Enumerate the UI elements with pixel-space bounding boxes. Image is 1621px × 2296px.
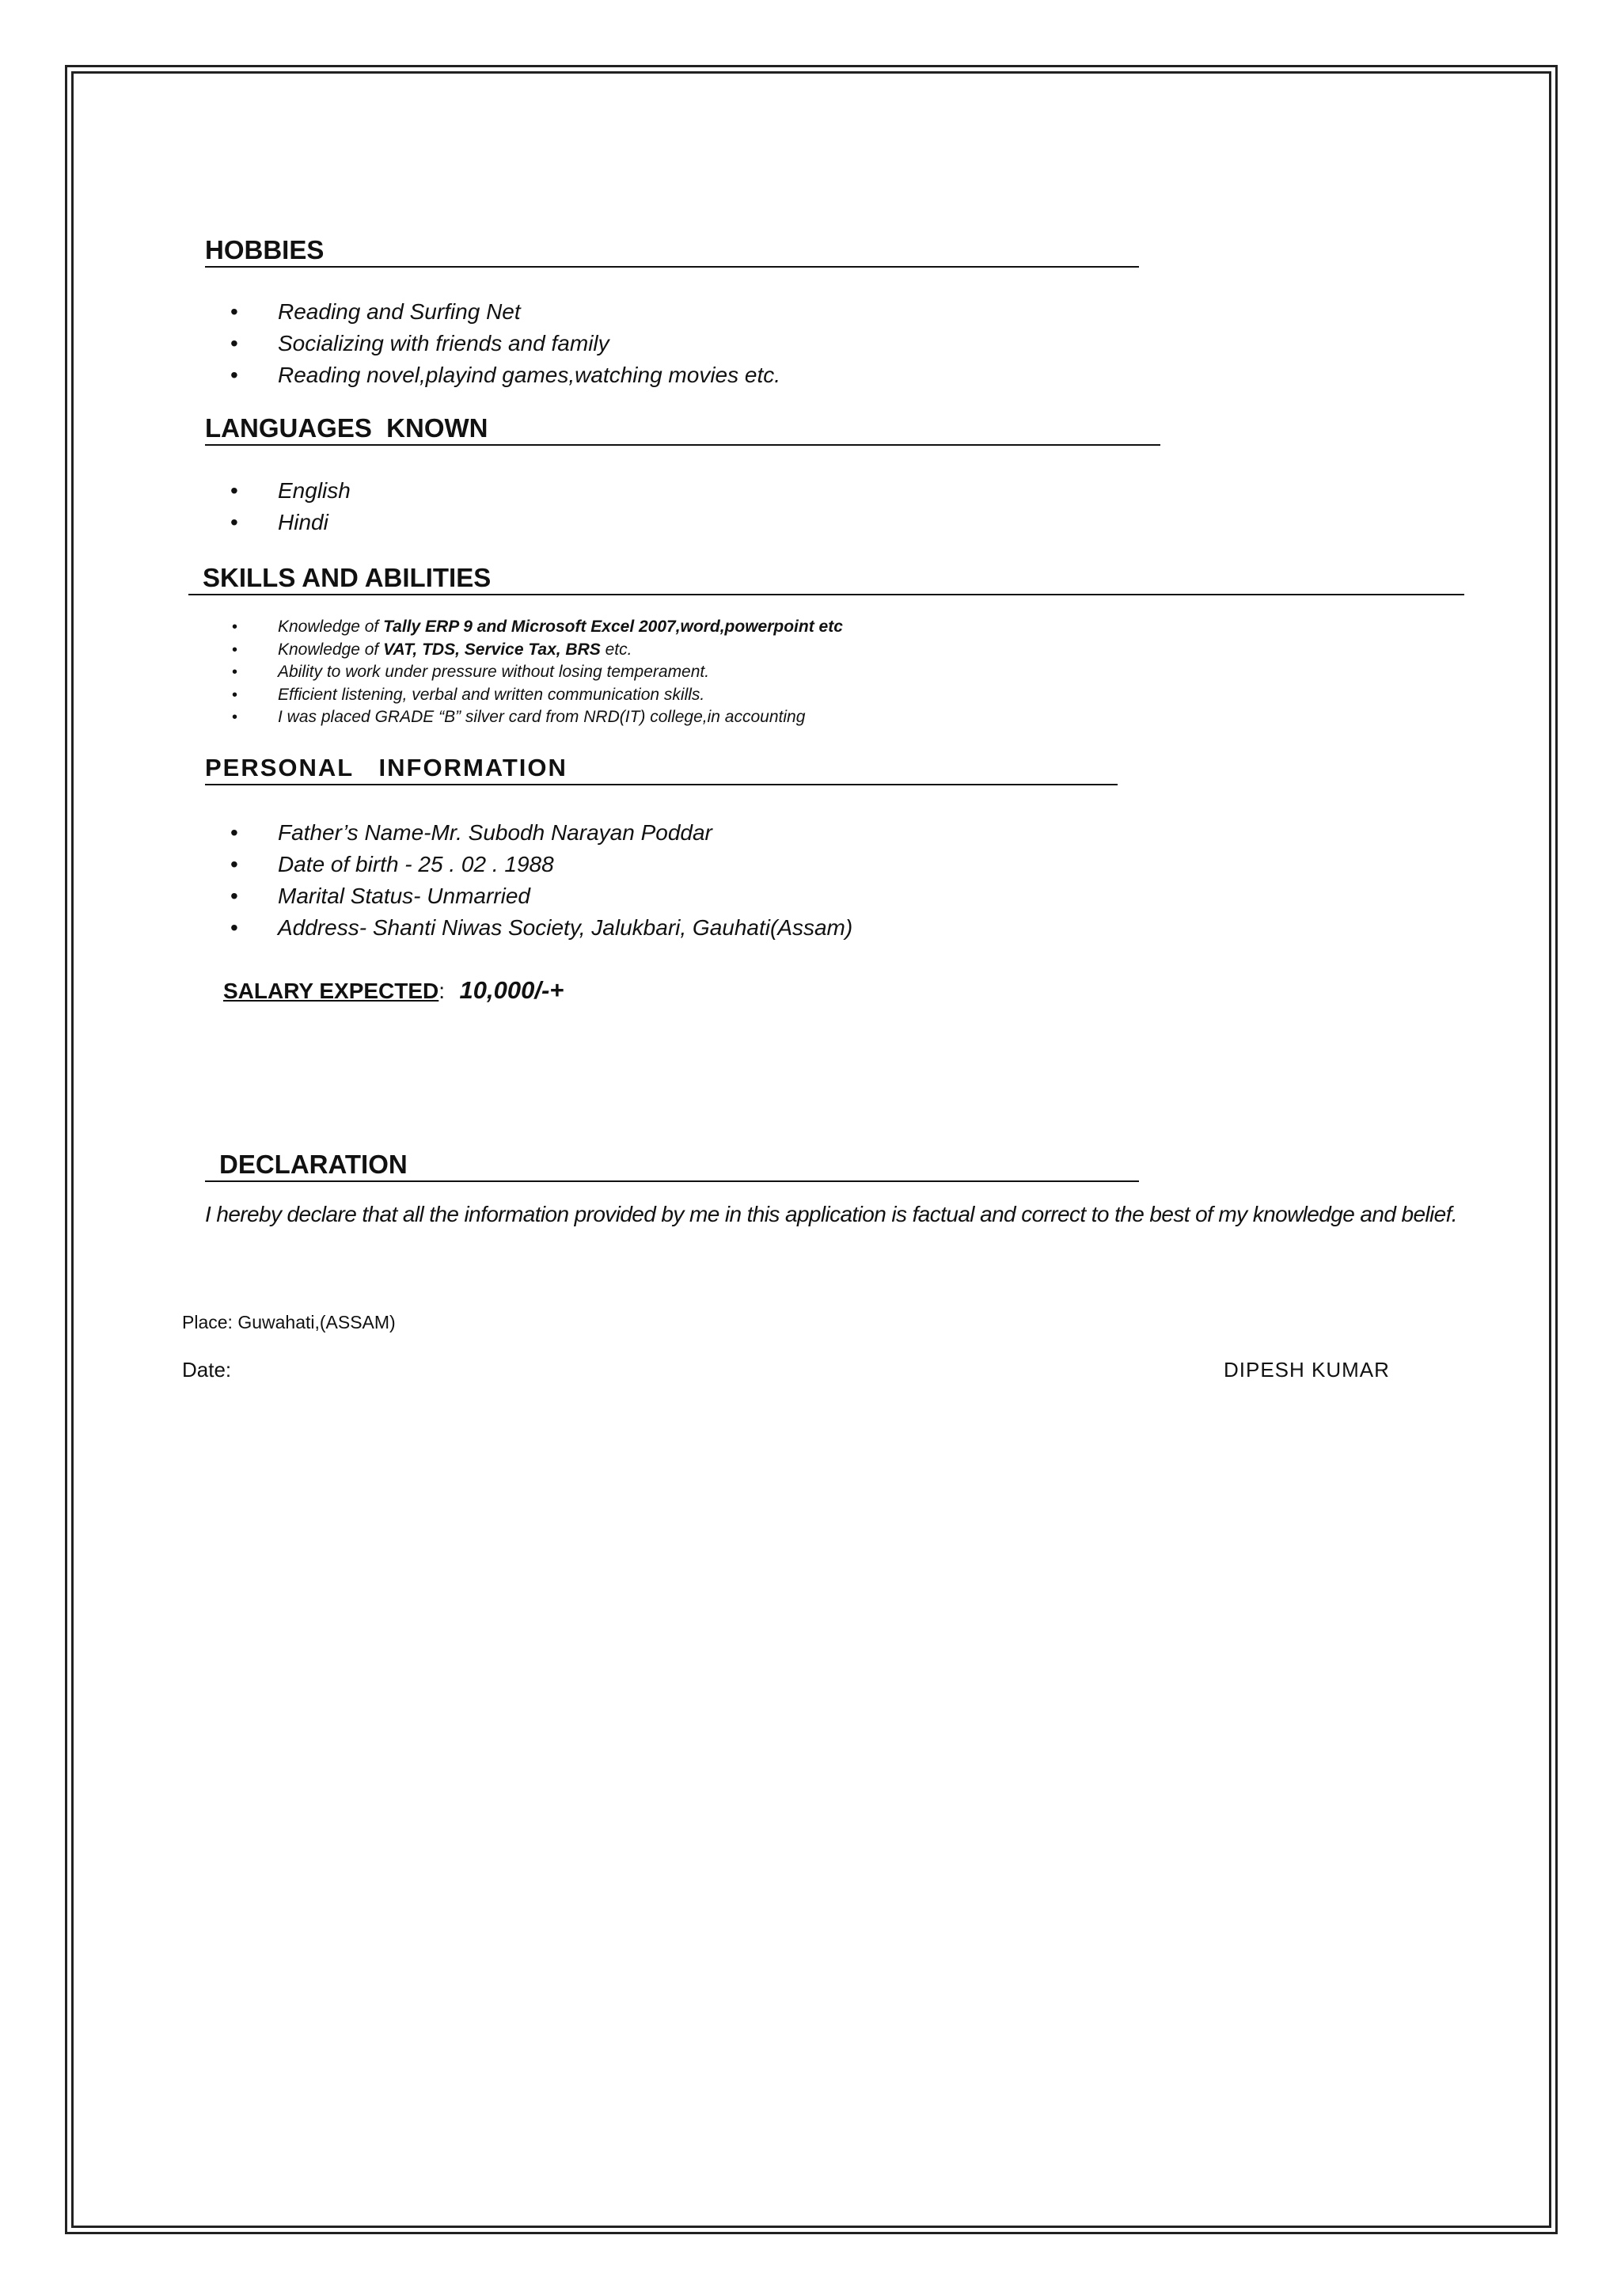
skills-heading: SKILLS AND ABILITIES	[188, 562, 1464, 595]
declaration-text: I hereby declare that all the information provided by me in this application is factual and correct to the best of my knowledge and belief.	[205, 1202, 1457, 1226]
bullet-icon: •	[232, 709, 238, 726]
bullet-icon: •	[230, 820, 238, 845]
bullet-icon: •	[230, 852, 238, 876]
skills-list	[0, 616, 843, 729]
bullet-icon: •	[230, 363, 238, 387]
list-item: • Marital Status- Unmarried	[232, 880, 852, 912]
list-item: • English	[232, 475, 351, 507]
list-item: • Efficient listening, verbal and written communication skills.	[232, 684, 843, 707]
hobbies-list	[0, 296, 780, 391]
bullet-icon: •	[232, 618, 238, 636]
signature-name: DIPESH KUMAR	[1224, 1358, 1390, 1382]
salary-label: SALARY EXPECTED	[223, 979, 439, 1003]
personal-info-heading: PERSONAL INFORMATION	[205, 752, 1118, 785]
list-item: • Reading and Surfing Net	[232, 296, 780, 328]
declaration-heading: DECLARATION	[205, 1149, 1139, 1182]
bullet-icon: •	[230, 478, 238, 503]
bullet-icon: •	[230, 884, 238, 908]
list-item: • I was placed GRADE “B” silver card from NRD(IT) college,in accounting	[232, 706, 843, 729]
languages-list	[0, 475, 351, 538]
bullet-icon: •	[232, 641, 238, 659]
list-item: • Reading novel,playind games,watching movies etc.	[232, 359, 780, 391]
list-item: • Ability to work under pressure without losing temperament.	[232, 661, 843, 684]
place-text: Place: Guwahati,(ASSAM)	[182, 1312, 396, 1332]
list-item: • Knowledge of Tally ERP 9 and Microsoft Excel 2007,word,powerpoint etc	[232, 616, 843, 639]
bullet-icon: •	[230, 915, 238, 940]
bullet-icon: •	[232, 686, 238, 704]
list-item: • Knowledge of VAT, TDS, Service Tax, BRS etc.	[232, 639, 843, 662]
salary-separator: :	[438, 979, 446, 1003]
date-label: Date:	[182, 1358, 232, 1382]
languages-heading: LANGUAGES KNOWN	[205, 412, 1160, 446]
bullet-icon: •	[230, 510, 238, 534]
bullet-icon: •	[230, 299, 238, 324]
bullet-icon: •	[232, 663, 238, 681]
salary-value: 10,000/-+	[459, 976, 564, 1004]
list-item: • Father’s Name-Mr. Subodh Narayan Poddar	[232, 817, 852, 849]
list-item: • Address- Shanti Niwas Society, Jalukbari, Gauhati(Assam)	[232, 912, 852, 944]
list-item: • Hindi	[232, 507, 351, 538]
list-item: • Socializing with friends and family	[232, 328, 780, 359]
hobbies-heading: HOBBIES	[205, 234, 1139, 268]
list-item: • Date of birth - 25 . 02 . 1988	[232, 849, 852, 880]
salary-expected	[223, 976, 564, 1005]
bullet-icon: •	[230, 331, 238, 355]
personal-info-list	[0, 817, 852, 944]
